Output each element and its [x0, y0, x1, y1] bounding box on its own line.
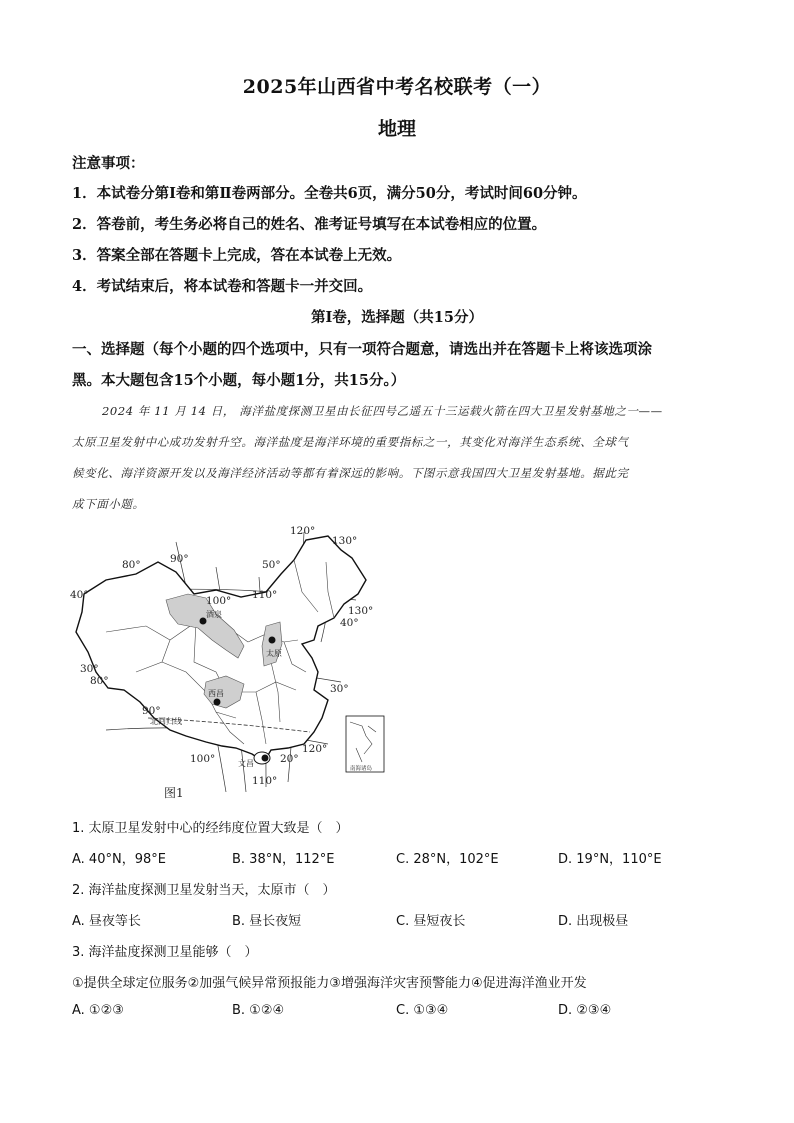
note-item: 1．本试卷分第Ⅰ卷和第Ⅱ卷两部分。全卷共6页，满分50分，考试时间60分钟。: [72, 185, 587, 202]
deg-80-w: 80°: [90, 675, 109, 687]
question-2-option-c[interactable]: C. 昼短夜长: [396, 914, 466, 929]
question-1-option-c[interactable]: C. 28°N，102°E: [396, 852, 499, 867]
deg-40-w: 40°: [70, 589, 89, 601]
question-1-stem: 1. 太原卫星发射中心的经纬度位置大致是（ ）: [72, 821, 349, 836]
deg-80-left: 80°: [122, 559, 141, 571]
tropic-label: 北回归线: [150, 717, 182, 726]
question-3-statements: ①提供全球定位服务②加强气候异常预报能力③增强海洋灾害预警能力④促进海洋渔业开发: [72, 976, 587, 991]
question-2-option-a[interactable]: A. 昼夜等长: [72, 914, 141, 929]
exam-subject: 地理: [377, 118, 416, 140]
notes-heading: 注意事项：: [72, 155, 145, 172]
question-3-option-c[interactable]: C. ①③④: [396, 1003, 449, 1018]
question-1-option-a[interactable]: A. 40°N，98°E: [72, 852, 166, 867]
deg-110-b: 110°: [252, 775, 278, 787]
note-item: 3．答案全部在答题卡上完成，答在本试卷上无效。: [72, 247, 402, 264]
china-outline: [76, 536, 366, 762]
question-2-option-d[interactable]: D. 出现极昼: [558, 914, 629, 929]
deg-130-e: 130°: [348, 605, 374, 617]
deg-100-b: 100°: [190, 753, 216, 765]
question-3-option-d[interactable]: D. ②③④: [558, 1003, 612, 1018]
deg-120-b: 120°: [302, 743, 328, 755]
deg-30-w: 30°: [80, 663, 99, 675]
passage-line: 候变化、海洋资源开发以及海洋经济活动等都有着深远的影响。下图示意我国四大卫星发射基地。据此完: [72, 466, 629, 480]
question-2-stem: 2. 海洋盐度探测卫星发射当天，太原市（ ）: [72, 883, 336, 898]
deg-130-top: 130°: [332, 535, 358, 547]
passage-line: 太原卫星发射中心成功发射升空。海洋盐度是海洋环境的重要指标之一，其变化对海洋生态系统、全球气: [72, 435, 629, 449]
taiyuan-dot: [269, 637, 276, 644]
question-3-option-a[interactable]: A. ①②③: [72, 1003, 124, 1018]
part-instruction-line1: 一、选择题（每个小题的四个选项中，只有一项符合题意，请选出并在答题卡上将该选项涂: [72, 341, 652, 358]
deg-30-e: 30°: [330, 683, 349, 695]
deg-110-top: 110°: [252, 589, 278, 601]
passage-line: 2024 年 11 月 14 日， 海洋盐度探测卫星由长征四号乙遥五十三运载火箭在四大卫星发射基地之一——: [102, 404, 663, 418]
question-3-option-b[interactable]: B. ①②④: [232, 1003, 285, 1018]
passage-line: 成下面小题。: [72, 497, 145, 511]
wenchang-label: 文昌: [238, 759, 254, 768]
question-2-option-b[interactable]: B. 昼长夜短: [232, 914, 302, 929]
question-1-option-d[interactable]: D. 19°N，110°E: [558, 852, 662, 867]
deg-50-n: 50°: [262, 559, 281, 571]
china-launch-sites-map: [66, 522, 386, 802]
question-3-stem: 3. 海洋盐度探测卫星能够（ ）: [72, 945, 258, 960]
wenchang-dot: [262, 755, 269, 762]
inset-label: 南海诸岛: [350, 766, 373, 772]
note-item: 2．答卷前，考生务必将自己的姓名、准考证号填写在本试卷相应的位置。: [72, 216, 547, 233]
deg-90-b: 90°: [142, 705, 161, 717]
deg-20-b: 20°: [280, 753, 299, 765]
xichang-dot: [214, 699, 221, 706]
question-1-option-b[interactable]: B. 38°N，112°E: [232, 852, 335, 867]
jiuquan-label: 酒泉: [206, 610, 222, 619]
figure-caption: 图1: [164, 786, 184, 800]
deg-90-left: 90°: [170, 553, 189, 565]
note-item: 4．考试结束后，将本试卷和答题卡一并交回。: [72, 278, 373, 295]
xichang-label: 西昌: [208, 689, 224, 698]
part-instruction-line2: 黑。本大题包含15个小题，每小题1分，共15分。）: [72, 372, 406, 389]
south-sea-inset: [346, 716, 384, 772]
deg-120-top: 120°: [290, 525, 316, 537]
deg-100-top: 100°: [206, 595, 232, 607]
deg-40-e: 40°: [340, 617, 359, 629]
exam-title: 2025年山西省中考名校联考（一）: [242, 76, 552, 98]
section-title: 第Ⅰ卷，选择题（共15分）: [311, 309, 483, 326]
taiyuan-label: 太原: [266, 649, 282, 658]
